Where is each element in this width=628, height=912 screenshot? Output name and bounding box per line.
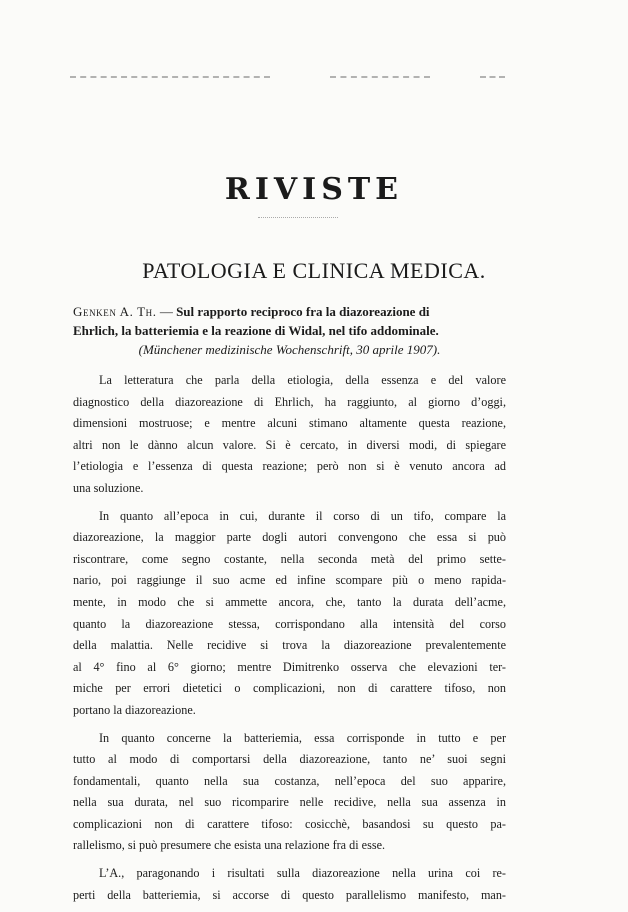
paragraph-line: portano la diazoreazione. [73,702,196,717]
subsection-title: PATOLOGIA E CLINICA MEDICA. [142,258,486,283]
article-title-line-1: Sul rapporto reciproco fra la diazoreazione di [176,304,430,319]
paragraph-line: della malattia. Nelle recidive si trova la diazoreazione prevalentemente [73,638,506,653]
paragraph-line: miche per errori dietetici o complicazioni, non di carattere tifoso, non [73,681,506,696]
article-header-line-1 [73,302,506,321]
paragraph [73,370,506,500]
paragraph-line: fondamentali, quanto nella sua costanza, nell’epoca del suo apparire, [73,773,506,788]
paragraph-line: La letteratura che parla della etiologia, della essenza e del valore [99,373,506,387]
article-header-line-2 [73,321,506,340]
article-dash: — [156,304,177,319]
header-rule-left [70,76,270,78]
article-title-line-2: Ehrlich, la batteriemia e la reazione di Widal, nel tifo addominale. [73,323,439,338]
paragraph-line: diazoreazione, la maggior parte dogli autori convengono che essa si può [73,530,506,545]
article-header [73,302,506,359]
paragraph-line: al 4° fino al 6° giorno; mentre Dimitrenko osserva che elevazioni ter- [73,659,506,674]
paragraph-line: riscontrare, come segno costante, nella seconda metà del primo sette- [73,551,506,566]
paragraph-line: mente, in modo che si ammette ancora, che, tanto la durata dell’acme, [73,594,506,609]
article-body [73,370,506,912]
paragraph-line: In quanto concerne la batteriemia, essa corrisponde in tutto e per [99,730,506,745]
article-author: Genken A. Th. [73,304,157,319]
header-rule-middle [330,76,430,78]
paragraph [73,728,506,858]
paragraph-line: una soluzione. [73,480,144,495]
header-rule-right [480,76,505,78]
paragraph-line: In quanto all’epoca in cui, durante il corso di un tifo, compare la [99,508,506,523]
paragraph-line: dimensioni mostruose; e mentre alcuni stimano altamente questa reazione, [73,416,506,431]
paragraph-line: tutto al modo di comportarsi della diazoreazione, tanto ne’ suoi segni [73,752,506,767]
paragraph-line: perti della batteriemia, si accorse di questo parallelismo manifesto, man- [73,887,506,902]
paragraph-line: nella sua durata, nel suo ricomparire nelle recidive, nella sua assenza in [73,795,506,810]
section-title: RIVISTE [224,172,404,207]
paragraph-line: complicazioni non di carattere tifoso: cosicchè, basandosi su questo pa- [73,816,506,831]
paragraph-line: diagnostico della diazoreazione di Ehrlich, ha raggiunto, al giorno d’oggi, [73,394,506,409]
paragraph-line: nario, poi raggiunge il suo acme ed infine scompare più o meno rapida- [73,573,506,588]
paragraph-line: altri non le dànno alcun valore. Si è cercato, in diversi modi, di spiegare [73,437,506,452]
paragraph [73,506,506,722]
paragraph-line: L’A., paragonando i risultati sulla diazoreazione nella urina coi re- [99,866,506,881]
paragraph-line: rallelismo, si può presumere che esista una relazione fra di esse. [73,838,386,853]
title-divider [258,217,338,218]
article-citation: (Münchener medizinische Wochenschrift, 30 aprile 1907). [138,342,441,357]
paragraph-line: quanto la diazoreazione stessa, corrispondano alla intensità del corso [73,616,506,631]
paragraph-line: l’etiologia e l’essenza di questa reazione; però non si è venuto ancora ad [73,459,506,474]
